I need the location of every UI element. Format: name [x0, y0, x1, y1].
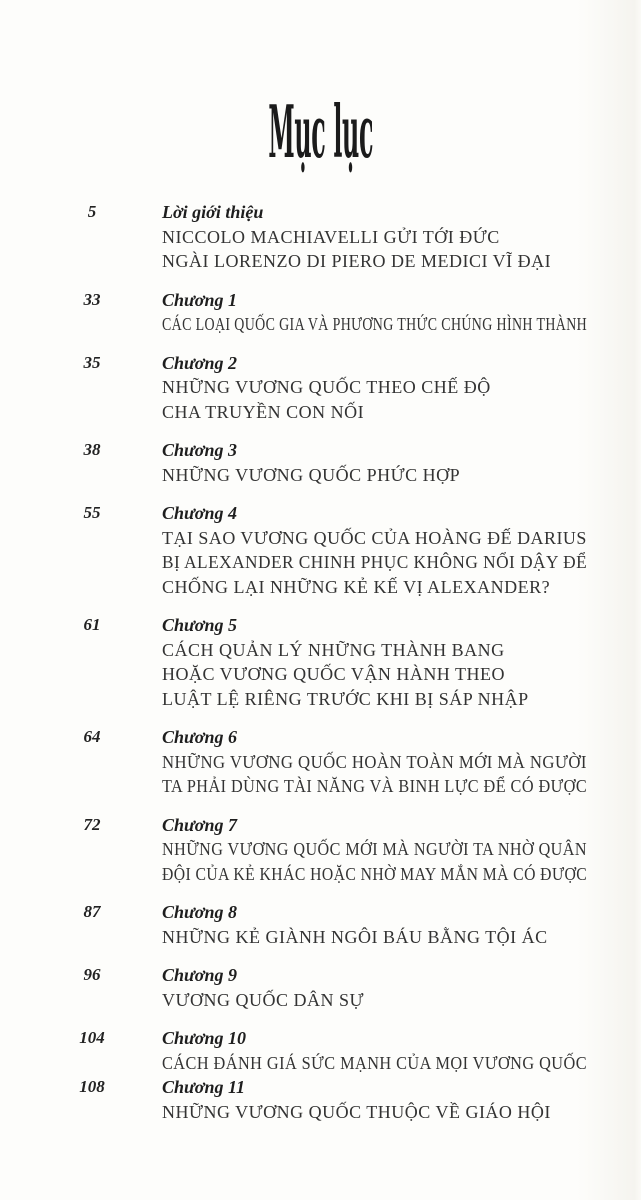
toc-entry-body — [162, 1026, 589, 1075]
toc-title-text: BỊ ALEXANDER CHINH PHỤC KHÔNG NỔI DẬY ĐỂ — [162, 552, 588, 572]
toc-entry — [0, 1026, 641, 1075]
toc-title-line — [162, 550, 589, 575]
toc-title-line — [162, 225, 589, 250]
toc-chapter-label: Chương 2 — [162, 352, 237, 373]
toc-title-line — [162, 312, 589, 337]
toc-title-text: ĐỘI CỦA KẺ KHÁC HOẶC NHỜ MAY MẮN MÀ CÓ ĐƯỢC — [162, 863, 588, 884]
toc-entry-body — [162, 351, 589, 425]
toc-title-line — [162, 988, 589, 1013]
toc-entry — [0, 613, 641, 711]
toc-title-line — [162, 463, 589, 488]
toc-page-number: 61 — [83, 615, 101, 634]
toc-title-line — [162, 638, 589, 663]
toc-chapter-label: Lời giới thiệu — [162, 202, 264, 222]
toc-title-text: NHỮNG VƯƠNG QUỐC THEO CHẾ ĐỘ — [162, 377, 491, 397]
page-title-text: Mục lục — [268, 89, 373, 174]
toc-page-number: 96 — [83, 965, 101, 984]
toc-chapter-label: Chương 11 — [162, 1077, 245, 1097]
toc-entry — [0, 963, 641, 1012]
toc-entry-body — [162, 963, 589, 1012]
toc-title-line — [162, 925, 589, 950]
toc-page-number: 108 — [79, 1077, 105, 1096]
toc-page-number: 5 — [87, 202, 97, 221]
toc-page-number: 72 — [83, 814, 101, 834]
toc-page-number: 38 — [83, 440, 101, 459]
toc-entry — [0, 288, 641, 337]
toc-title-text: CHA TRUYỀN CON NỐI — [162, 401, 365, 422]
toc-chapter-label: Chương 8 — [162, 902, 237, 922]
toc-chapter-label: Chương 1 — [162, 289, 237, 310]
toc-chapter-label: Chương 4 — [162, 503, 237, 523]
toc-title-line — [162, 1100, 589, 1125]
toc-title-text: CÁCH QUẢN LÝ NHỮNG THÀNH BANG — [162, 639, 505, 660]
toc-title-line — [162, 862, 589, 887]
toc-title-text: NHỮNG VƯƠNG QUỐC THUỘC VỀ GIÁO HỘI — [162, 1101, 551, 1122]
toc-page-number: 33 — [83, 289, 101, 309]
toc-entry-body — [162, 900, 589, 949]
toc-title-line — [162, 249, 589, 274]
toc-chapter-label: Chương 6 — [162, 727, 237, 747]
toc-title-line — [162, 526, 589, 551]
toc-title-text: HOẶC VƯƠNG QUỐC VẬN HÀNH THEO — [162, 664, 505, 684]
toc-entry — [0, 501, 641, 599]
toc-entry-body — [162, 501, 589, 599]
toc-title-text: CHỐNG LẠI NHỮNG KẺ KẾ VỊ ALEXANDER? — [162, 576, 551, 597]
toc-title-text: VƯƠNG QUỐC DÂN SỰ — [162, 989, 364, 1010]
toc-chapter-label: Chương 10 — [162, 1028, 246, 1048]
toc-title-line — [162, 400, 589, 425]
toc-title-text: NHỮNG KẺ GIÀNH NGÔI BÁU BẰNG TỘI ÁC — [162, 926, 548, 947]
toc-entry — [0, 351, 641, 425]
toc-entry-body — [162, 200, 589, 274]
toc-title-text: NHỮNG VƯƠNG QUỐC MỚI MÀ NGƯỜI TA NHỜ QUÂN — [162, 839, 587, 859]
toc-entry — [0, 900, 641, 949]
toc-entry-body — [162, 613, 589, 711]
toc-title-text: NHỮNG VƯƠNG QUỐC PHỨC HỢP — [162, 464, 461, 485]
toc-title-line — [162, 1051, 589, 1076]
toc-chapter-label: Chương 9 — [162, 965, 237, 985]
toc-title-line — [162, 837, 589, 862]
toc-entry — [0, 1075, 641, 1124]
toc-entry-body — [162, 1075, 589, 1124]
toc-chapter-label: Chương 3 — [162, 440, 237, 460]
toc-chapter-label: Chương 7 — [162, 814, 237, 835]
page-title — [0, 0, 641, 174]
toc-entry — [0, 725, 641, 799]
toc-entry — [0, 438, 641, 487]
toc-title-text: CÁCH ĐÁNH GIÁ SỨC MẠNH CỦA MỌI VƯƠNG QUỐC — [162, 1052, 588, 1073]
toc-title-text: NGÀI LORENZO DI PIERO DE MEDICI VĨ ĐẠI — [162, 251, 552, 271]
toc-entry — [0, 813, 641, 887]
toc-title-line — [162, 687, 589, 712]
toc-chapter-label: Chương 5 — [162, 615, 237, 635]
toc-entry-body — [162, 438, 589, 487]
toc-title-line — [162, 750, 589, 775]
toc-title-text: NHỮNG VƯƠNG QUỐC HOÀN TOÀN MỚI MÀ NGƯỜI — [162, 751, 587, 772]
toc-page-number: 35 — [83, 352, 101, 372]
table-of-contents — [0, 200, 641, 1124]
toc-page-number: 104 — [79, 1028, 105, 1047]
toc-title-text: CÁC LOẠI QUỐC GIA VÀ PHƯƠNG THỨC CHÚNG HÌNH THÀNH — [162, 314, 588, 334]
toc-page-number: 64 — [83, 727, 101, 746]
toc-title-line — [162, 575, 589, 600]
toc-title-text: NICCOLO MACHIAVELLI GỬI TỚI ĐỨC — [162, 226, 500, 247]
toc-page-number: 87 — [83, 902, 101, 921]
toc-title-text: TẠI SAO VƯƠNG QUỐC CỦA HOÀNG ĐẾ DARIUS — [162, 527, 587, 548]
toc-entry-body — [162, 813, 589, 887]
toc-title-line — [162, 375, 589, 400]
toc-title-line — [162, 662, 589, 687]
toc-entry — [0, 200, 641, 274]
toc-entry-body — [162, 725, 589, 799]
toc-title-text: LUẬT LỆ RIÊNG TRƯỚC KHI BỊ SÁP NHẬP — [162, 688, 529, 709]
toc-page-number: 55 — [83, 503, 101, 522]
toc-title-line — [162, 774, 589, 799]
toc-title-text: TA PHẢI DÙNG TÀI NĂNG VÀ BINH LỰC ĐỂ CÓ ĐƯỢC — [162, 776, 588, 796]
toc-entry-body — [162, 288, 589, 337]
